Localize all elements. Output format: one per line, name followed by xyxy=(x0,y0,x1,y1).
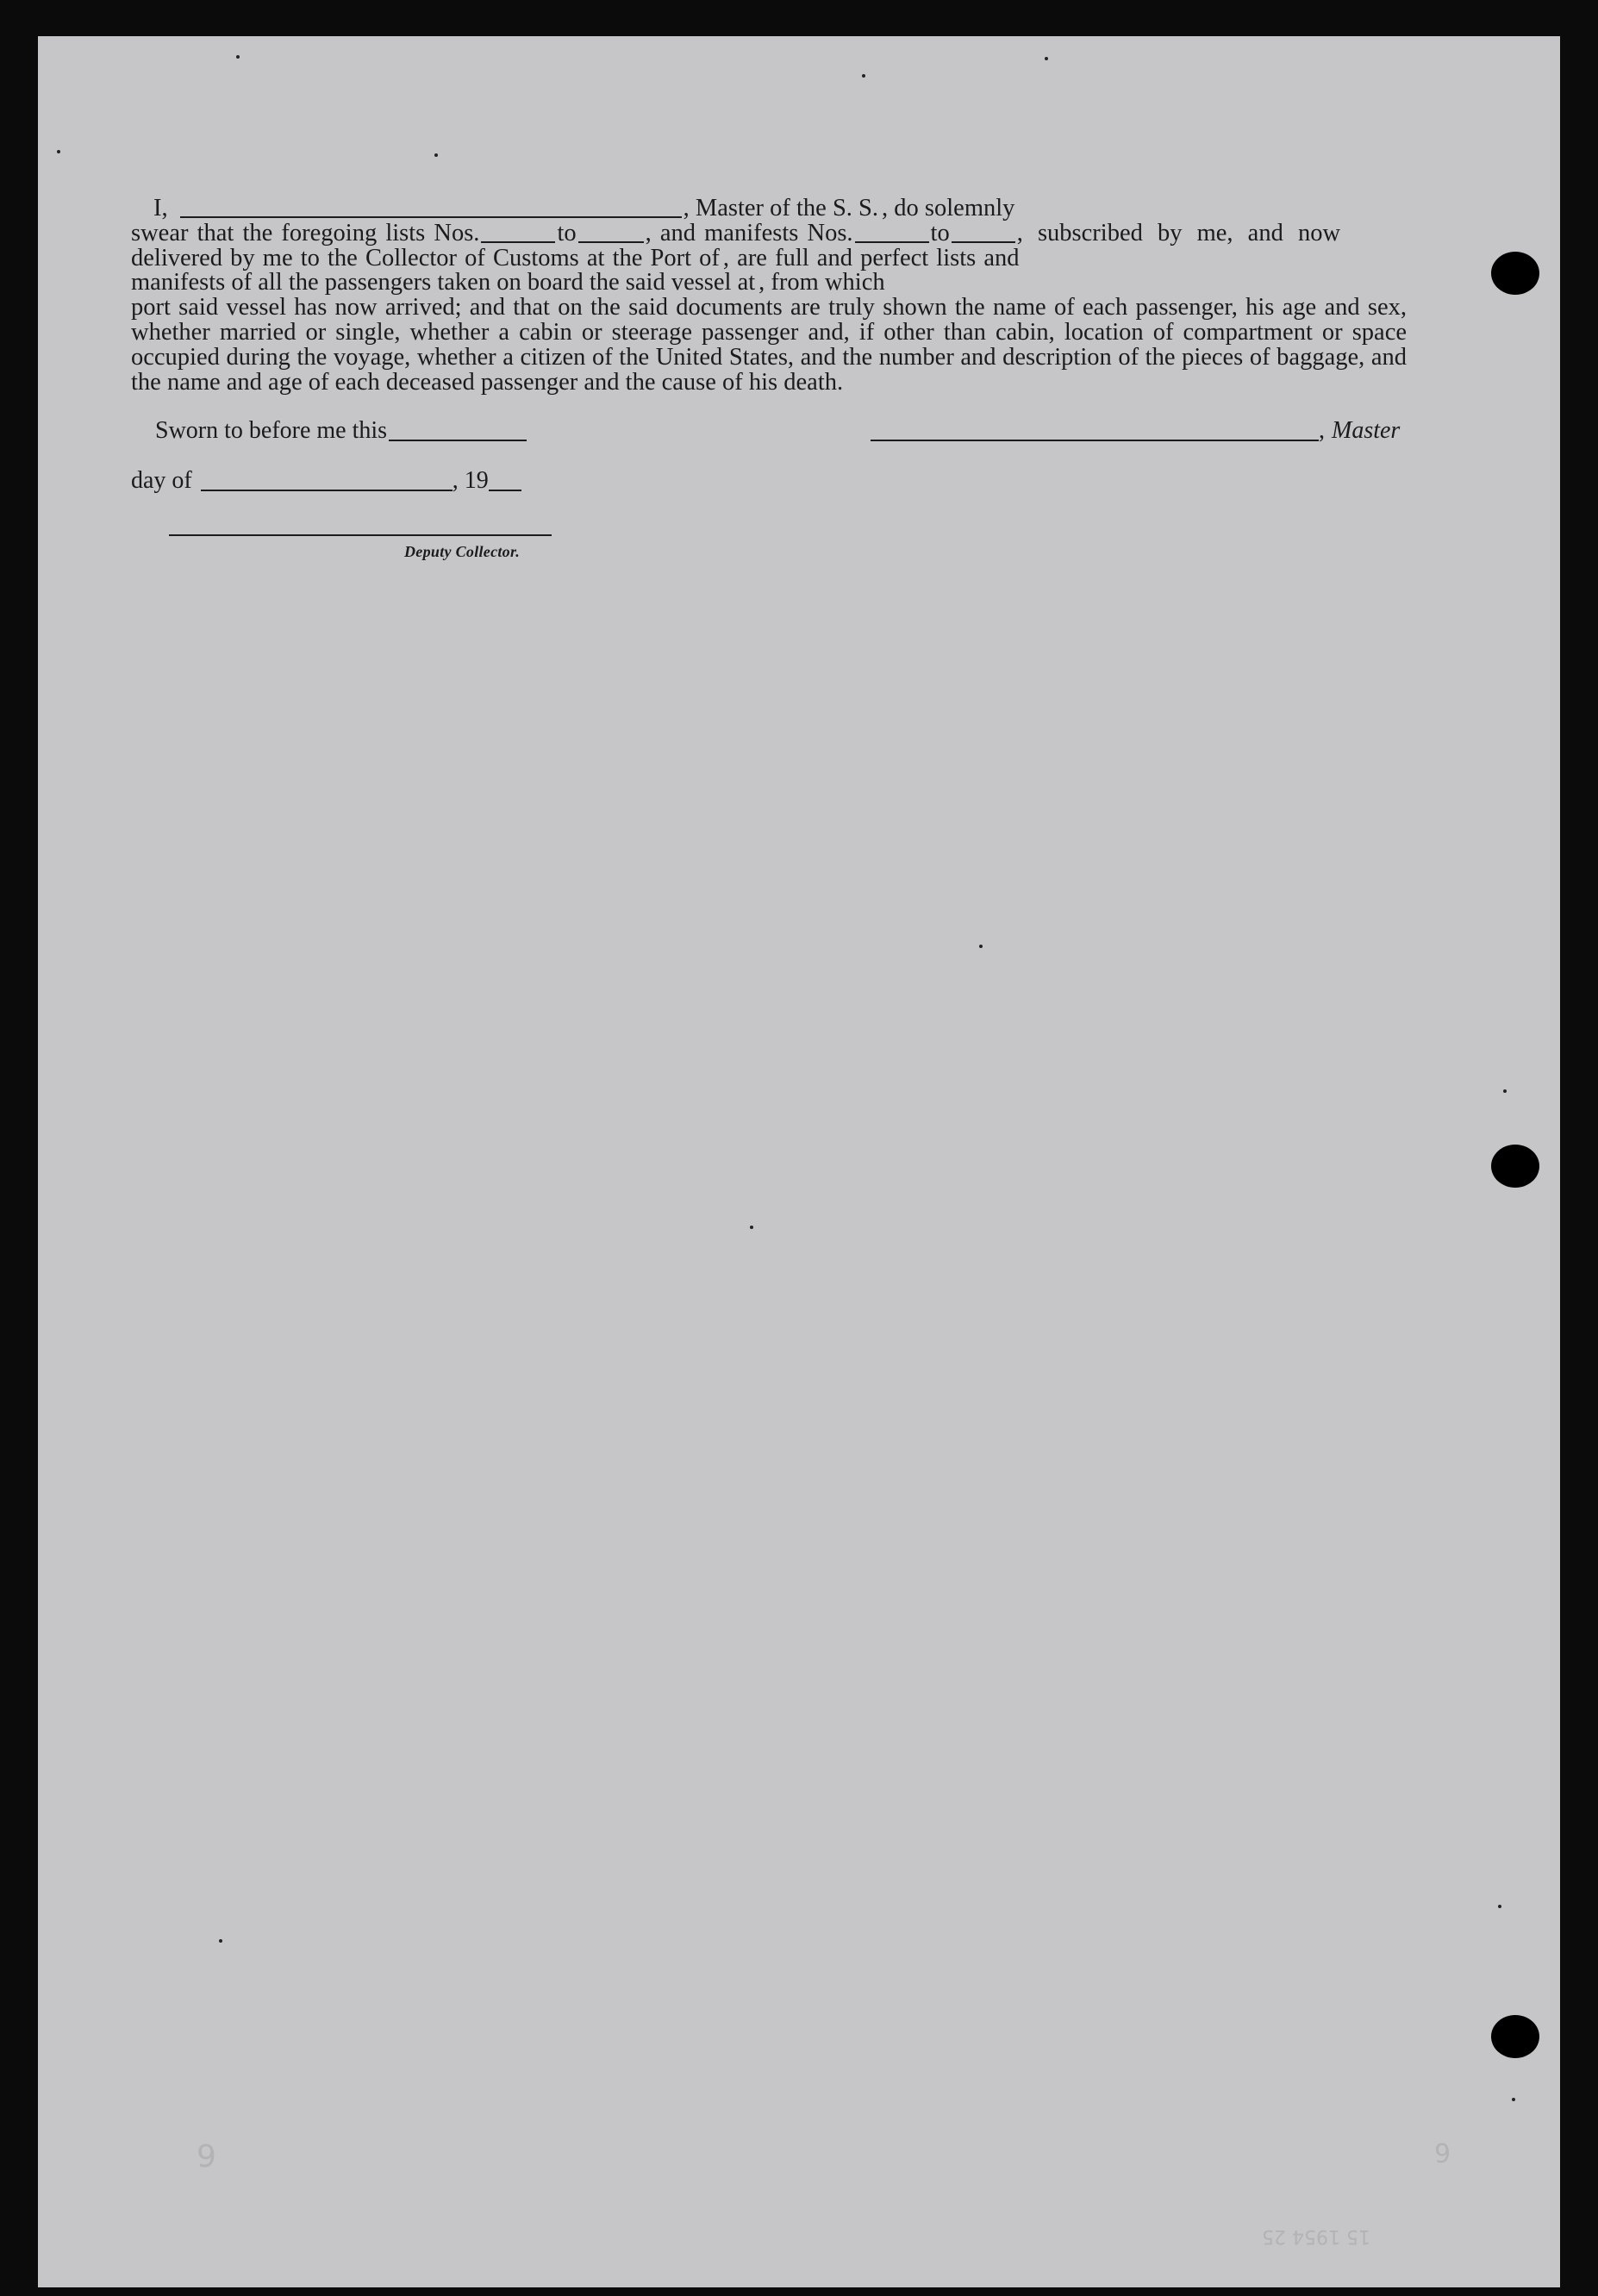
speck xyxy=(434,153,438,157)
speck xyxy=(862,74,865,78)
speck xyxy=(1512,2098,1515,2101)
speck xyxy=(1045,57,1048,60)
oath-text: , Master of the S. S. xyxy=(683,195,879,221)
year-prefix: , 19 xyxy=(452,467,489,494)
master-label: Master xyxy=(1332,417,1401,444)
page-number-mark-right: 9 xyxy=(1434,2139,1451,2169)
oath-line-2 xyxy=(131,221,1407,246)
sworn-label: Sworn to before me this xyxy=(155,417,388,444)
master-signature-blank xyxy=(871,440,1319,441)
deputy-signature-blank xyxy=(169,534,552,536)
list-from-blank xyxy=(481,241,555,243)
oath-text: swear that the foregoing lists Nos. xyxy=(131,219,480,246)
speck xyxy=(750,1226,753,1229)
oath-body: port said vessel has now arrived; and that on the said documents are truly shown the name of each passenger, his age and sex, whether married or single, whether a cabin or steerage passenger and, if other than cabin, location of compartment or space occupied during the voyage, whether a citizen of the United States, and the number and description of the pieces of baggage, and the name and age of each deceased passenger and the cause of his death. xyxy=(131,294,1407,396)
day-of-label: day of xyxy=(131,467,192,494)
oath-text: , and manifests Nos. xyxy=(645,219,853,246)
oath-text: manifests of all the passengers taken on board the said vessel at xyxy=(131,269,756,296)
comma: , xyxy=(1319,417,1325,444)
month-blank xyxy=(201,490,453,491)
manifest-from-blank xyxy=(855,241,929,243)
speck xyxy=(1503,1089,1507,1093)
oath-text: delivered by me to the Collector of Customs at the Port of xyxy=(131,244,720,271)
page-number-mark-left: 9 xyxy=(197,2139,216,2174)
speck xyxy=(236,55,240,59)
document-page xyxy=(38,36,1560,2287)
master-name-blank xyxy=(180,216,682,218)
oath-text: to xyxy=(557,219,577,246)
oath-paragraph xyxy=(131,197,1407,395)
speck xyxy=(979,945,983,948)
speck xyxy=(57,150,60,153)
oath-text: , from which xyxy=(758,269,885,296)
punch-hole-middle xyxy=(1491,1145,1539,1188)
oath-line-3 xyxy=(131,246,1407,271)
punch-hole-bottom xyxy=(1491,2015,1539,2058)
sworn-day-blank xyxy=(389,440,527,441)
oath-text: to xyxy=(930,219,950,246)
year-blank xyxy=(489,490,521,491)
oath-text: I, xyxy=(153,195,168,221)
manifest-to-blank xyxy=(952,241,1015,243)
oath-text: , subscribed by me, and now xyxy=(1016,219,1341,246)
master-signature-line xyxy=(871,417,1400,445)
oath-line-1 xyxy=(131,197,1407,221)
list-to-blank xyxy=(578,241,644,243)
punch-hole-top xyxy=(1491,252,1539,295)
speck xyxy=(1498,1905,1501,1908)
sworn-line xyxy=(155,417,527,445)
date-line xyxy=(131,467,521,495)
oath-text: , are full and perfect lists and xyxy=(722,244,1020,271)
oath-line-4 xyxy=(131,271,1407,296)
deputy-collector-label: Deputy Collector. xyxy=(404,543,521,560)
oath-text: , do solemnly xyxy=(882,195,1015,221)
date-stamp: 15 1954 25 xyxy=(1262,2225,1370,2247)
speck xyxy=(219,1939,222,1943)
